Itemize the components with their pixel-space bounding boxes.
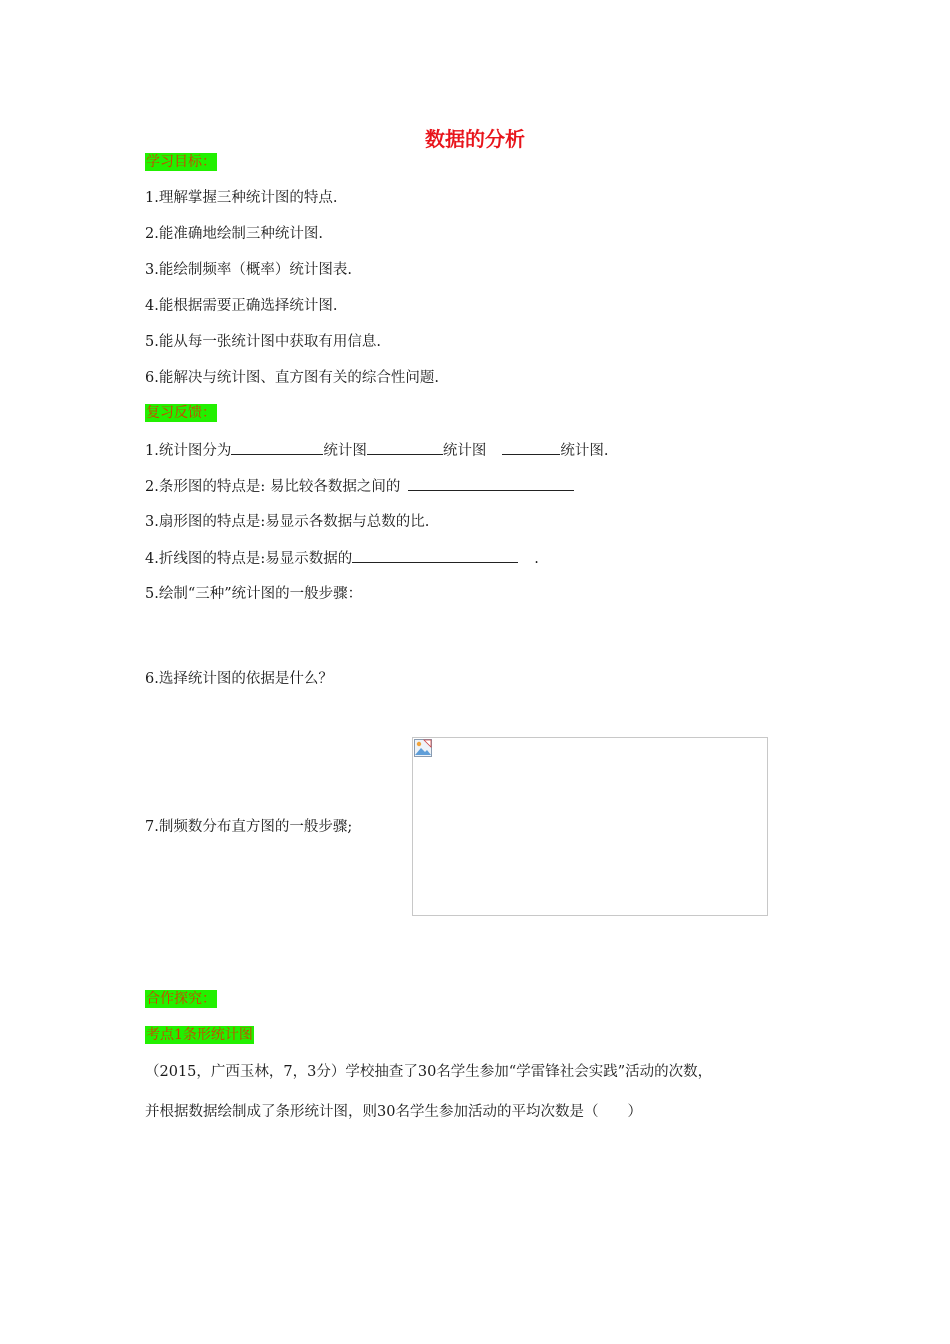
- objective-item: 5.能从每一张统计图中获取有用信息.: [145, 334, 381, 350]
- q4-prefix: 4.折线图的特点是:易显示数据的: [145, 551, 353, 567]
- q1-mid2: 统计图: [442, 443, 487, 459]
- review-heading: 复习反馈：: [146, 405, 216, 421]
- fill-blank[interactable]: [408, 476, 574, 491]
- q1-mid1: 统计图: [323, 443, 367, 459]
- review-question-1: [145, 440, 608, 461]
- objective-item: 2.能准确地绘制三种统计图.: [145, 226, 323, 242]
- explore-heading: 合作探究：: [146, 991, 216, 1007]
- problem-text-line: 并根据数据绘制成了条形统计图，则30名学生参加活动的平均次数是（ ）: [145, 1104, 642, 1120]
- objective-item: 4.能根据需要正确选择统计图.: [145, 298, 338, 314]
- review-question-4: [145, 548, 539, 569]
- fill-blank[interactable]: [367, 440, 443, 455]
- q4-suffix: .: [534, 551, 539, 567]
- q1-prefix: 1.统计图分为: [145, 443, 232, 459]
- fill-blank[interactable]: [502, 440, 560, 455]
- review-question-6: 6.选择统计图的依据是什么？: [145, 671, 333, 687]
- topic-heading: 考点1条形统计图: [146, 1027, 253, 1043]
- review-question-7: 7.制频数分布直方图的一般步骤;: [145, 819, 353, 835]
- q2-prefix: 2.条形图的特点是: 易比较各数据之间的: [145, 479, 401, 495]
- problem-text-line: （2015，广西玉林，7，3分）学校抽查了30名学生参加“学雷锋社会实践”活动的次数，: [145, 1064, 713, 1080]
- objective-item: 3.能绘制频率（概率）统计图表.: [145, 262, 352, 278]
- document-title: 数据的分析: [425, 127, 525, 151]
- review-question-2: [145, 476, 574, 497]
- q1-suffix: 统计图.: [560, 443, 609, 459]
- objective-item: 1.理解掌握三种统计图的特点.: [145, 190, 338, 206]
- image-placeholder: [412, 737, 768, 916]
- review-question-3: 3.扇形图的特点是:易显示各数据与总数的比.: [145, 514, 430, 530]
- objective-item: 6.能解决与统计图、直方图有关的综合性问题.: [145, 370, 439, 386]
- broken-image-icon: [414, 739, 432, 757]
- review-question-5: 5.绘制“三种”统计图的一般步骤：: [145, 586, 363, 602]
- fill-blank[interactable]: [352, 548, 518, 563]
- fill-blank[interactable]: [231, 440, 323, 455]
- objectives-heading: 学习目标：: [146, 154, 216, 170]
